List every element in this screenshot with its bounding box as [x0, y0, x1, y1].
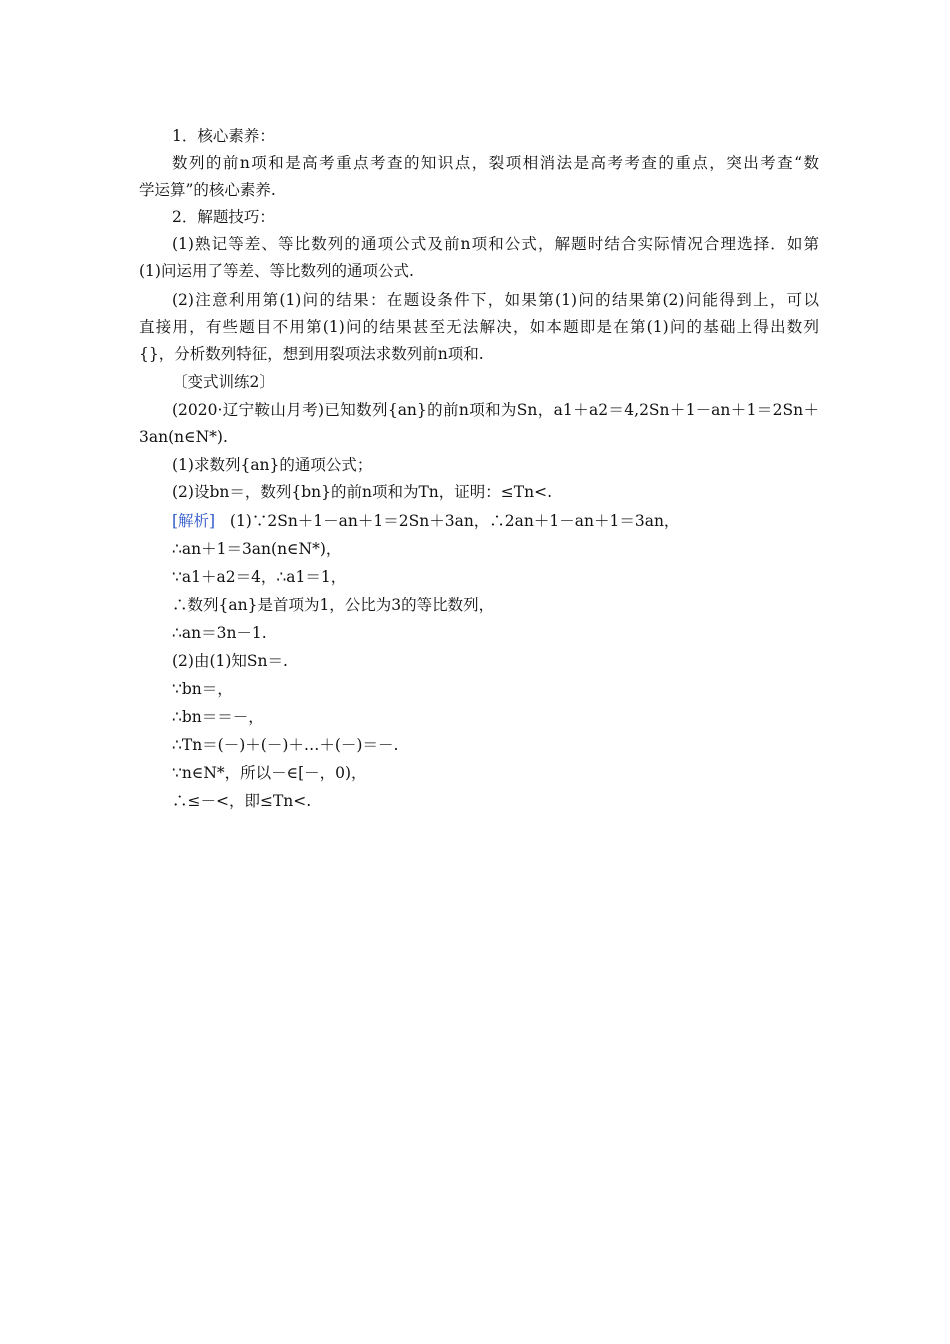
- question-line: 3an(n∈N*).: [139, 428, 228, 446]
- solution-line: ∴Tn＝(－)＋(－)＋…＋(－)＝－.: [172, 736, 399, 754]
- paragraph-line: (1)问运用了等差、等比数列的通项公式.: [139, 262, 414, 280]
- solution-line: [解析] (1)∵2Sn＋1－an＋1＝2Sn＋3an，∴2an＋1－an＋1＝3an，: [172, 512, 680, 530]
- solution-line: ∴an＋1＝3an(n∈N*)，: [172, 540, 342, 558]
- paragraph-line: (2)注意利用第(1)问的结果：在题设条件下，如果第(1)问的结果第(2)问能得到上，可以: [172, 291, 819, 309]
- paragraph-line: 学运算”的核心素养.: [139, 181, 276, 199]
- solution-line: ∴an＝3n－1.: [172, 624, 267, 642]
- variant-exercise-heading: 〔变式训练2〕: [172, 373, 275, 391]
- question-line: (2020·辽宁鞍山月考)已知数列{an}的前n项和为Sn，a1＋a2＝4,2Sn＋1－an＋1＝2Sn＋: [172, 401, 819, 419]
- solution-line: ∴数列{an}是首项为1，公比为3的等比数列，: [172, 596, 495, 614]
- paragraph-line: {}，分析数列特征，想到用裂项法求数列前n项和.: [139, 345, 484, 363]
- section-heading-techniques: 2．解题技巧：: [172, 208, 275, 226]
- section-heading-core-literacy: 1．核心素养：: [172, 127, 275, 145]
- solution-line: ∵a1＋a2＝4，∴a1＝1，: [172, 568, 347, 586]
- solution-line: ∴bn＝＝－，: [172, 708, 264, 726]
- paragraph-line: (1)熟记等差、等比数列的通项公式及前n项和公式，解题时结合实际情况合理选择．如第: [172, 235, 819, 253]
- paragraph-line: 数列的前n项和是高考重点考查的知识点，裂项相消法是高考考查的重点，突出考查“数: [172, 154, 819, 172]
- question-part-1: (1)求数列{an}的通项公式；: [172, 456, 373, 474]
- solution-line: ∴≤－<，即≤Tn<.: [172, 792, 312, 810]
- analysis-tag: [解析]: [172, 512, 216, 530]
- solution-line: ∵bn＝，: [172, 680, 233, 698]
- question-part-2: (2)设bn＝，数列{bn}的前n项和为Tn，证明：≤Tn<.: [172, 483, 553, 501]
- solution-line: ∵n∈N*，所以－∈[－，0)，: [172, 764, 367, 782]
- solution-line: (2)由(1)知Sn＝.: [172, 652, 288, 670]
- paragraph-line: 直接用，有些题目不用第(1)问的结果甚至无法解决，如本题即是在第(1)问的基础上得出数列: [139, 318, 819, 336]
